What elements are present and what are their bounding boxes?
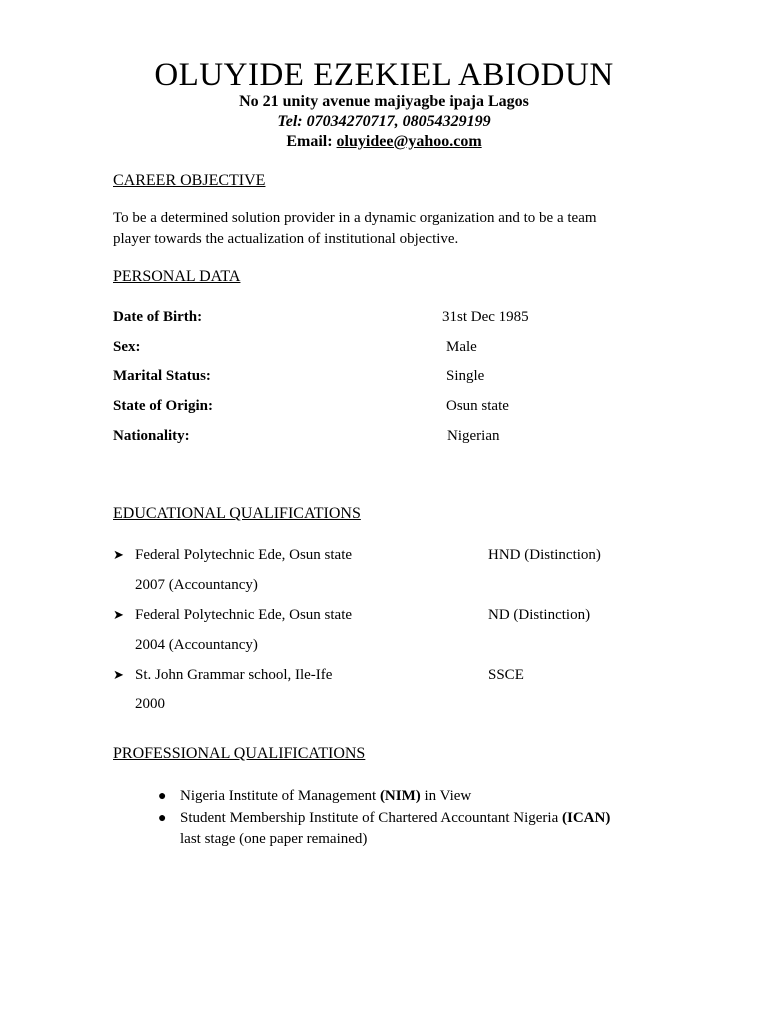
- marital-status-value: Single: [446, 368, 485, 384]
- arrow-bullet-icon: ➤: [113, 547, 124, 562]
- state-of-origin-label: State of Origin:: [113, 398, 213, 414]
- arrow-bullet-icon: ➤: [113, 667, 124, 682]
- marital-status-label: Marital Status:: [113, 368, 211, 384]
- state-of-origin-value: Osun state: [446, 398, 509, 414]
- sex-label: Sex:: [113, 339, 141, 355]
- educational-qualifications-heading: EDUCATIONAL QUALIFICATIONS: [113, 505, 361, 522]
- nationality-label: Nationality:: [113, 428, 190, 444]
- professional-item-suffix: in View: [420, 788, 472, 804]
- bullet-dot-icon: ●: [158, 789, 167, 804]
- email-link[interactable]: oluyidee@yahoo.com: [336, 133, 482, 150]
- education-qualification: SSCE: [488, 667, 524, 683]
- education-institution: Federal Polytechnic Ede, Osun state: [135, 547, 353, 563]
- education-detail: 2000: [135, 696, 165, 712]
- arrow-bullet-icon: ➤: [113, 607, 124, 622]
- education-institution: St. John Grammar school, Ile-Ife: [135, 667, 333, 683]
- professional-item-abbrev: (ICAN): [562, 810, 611, 826]
- professional-item-abbrev: (NIM): [379, 788, 421, 804]
- education-qualification: HND (Distinction): [488, 547, 601, 563]
- career-objective-line-1: To be a determined solution provider in a dynamic organization and to be a team: [113, 210, 597, 226]
- email-line: [0, 132, 768, 152]
- professional-item: [180, 808, 700, 829]
- bullet-dot-icon: ●: [158, 811, 167, 826]
- education-detail: 2004 (Accountancy): [135, 637, 258, 653]
- professional-item-continuation: last stage (one paper remained): [180, 831, 368, 847]
- education-qualification: ND (Distinction): [488, 607, 591, 623]
- education-detail: 2007 (Accountancy): [135, 577, 258, 593]
- education-institution: Federal Polytechnic Ede, Osun state: [135, 607, 353, 623]
- nationality-value: Nigerian: [447, 428, 500, 444]
- professional-item-text: Nigeria Institute of Management: [180, 788, 380, 804]
- candidate-name: OLUYIDE EZEKIEL ABIODUN: [154, 57, 614, 93]
- professional-item: [180, 786, 700, 807]
- address-line: No 21 unity avenue majiyagbe ipaja Lagos: [239, 93, 529, 110]
- dob-value: 31st Dec 1985: [442, 309, 529, 325]
- career-objective-heading: CAREER OBJECTIVE: [113, 172, 266, 189]
- personal-data-heading: PERSONAL DATA: [113, 268, 241, 285]
- email-label: Email:: [286, 133, 333, 150]
- telephone-line: Tel: 07034270717, 08054329199: [277, 113, 491, 130]
- sex-value: Male: [446, 339, 477, 355]
- career-objective-line-2: player towards the actualization of institutional objective.: [113, 231, 459, 247]
- professional-item-text: Student Membership Institute of Chartered Accountant Nigeria: [180, 810, 562, 826]
- dob-label: Date of Birth:: [113, 309, 203, 325]
- professional-qualifications-heading: PROFESSIONAL QUALIFICATIONS: [113, 745, 366, 762]
